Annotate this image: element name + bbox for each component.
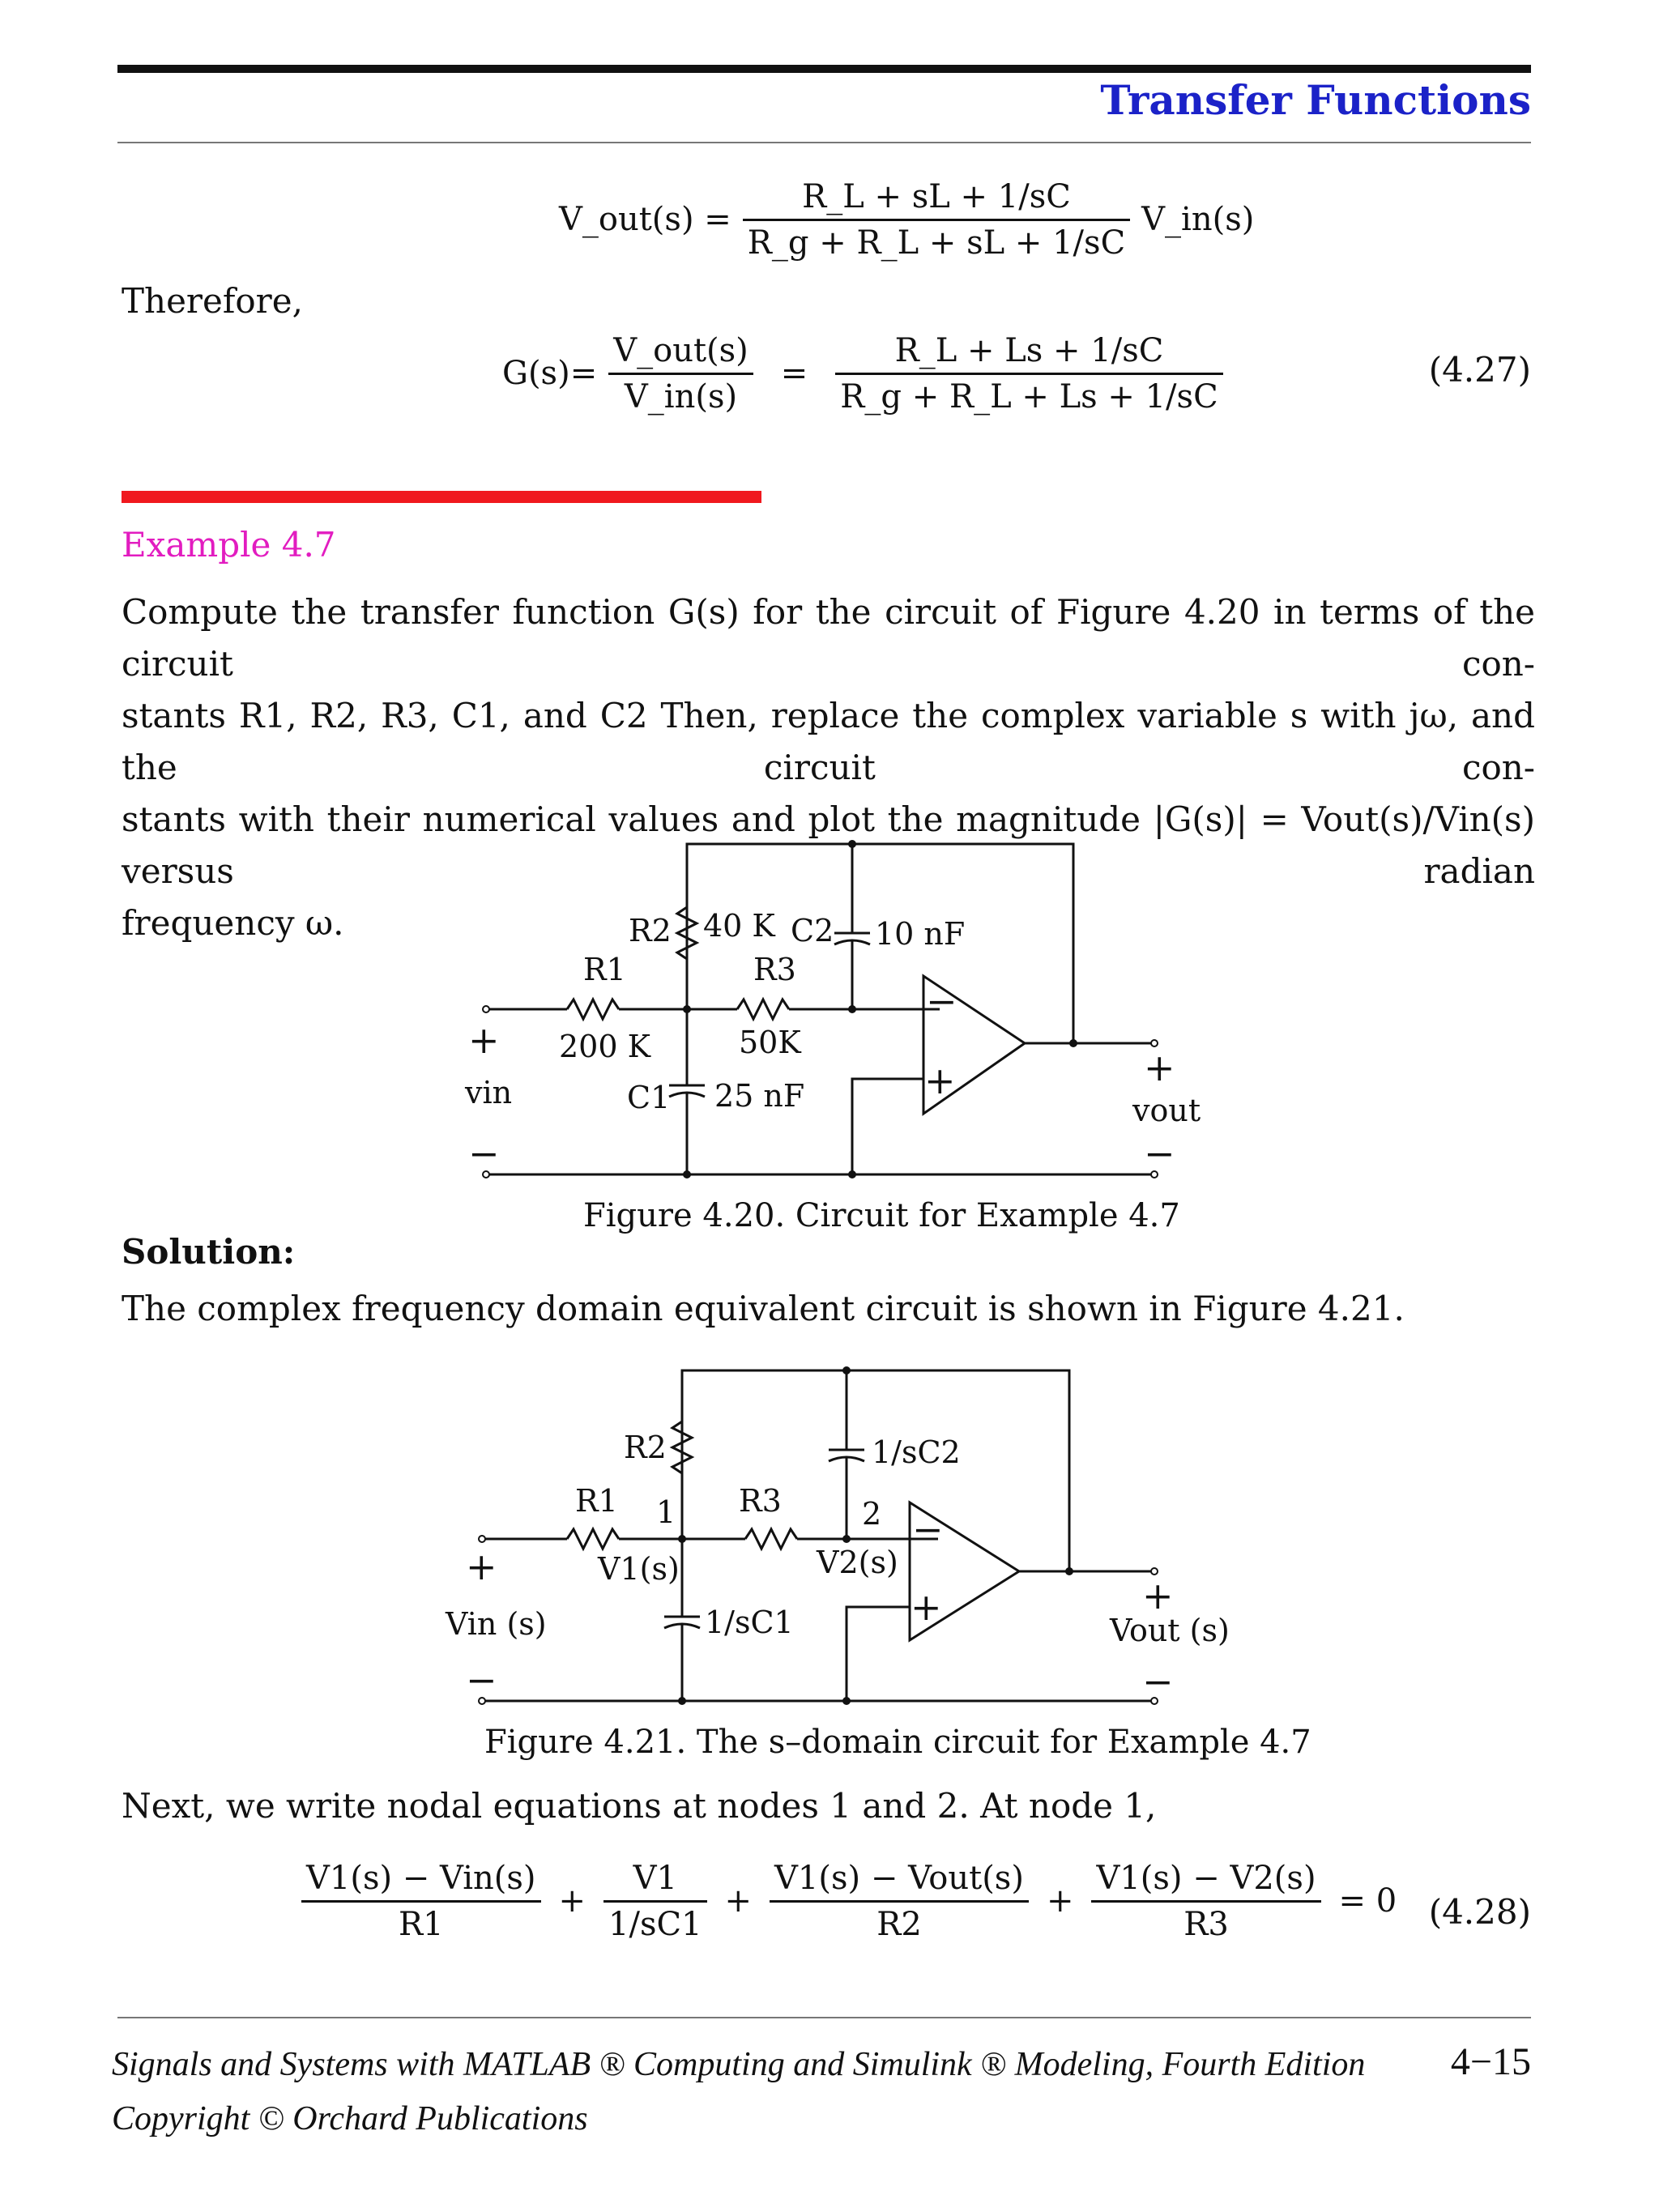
label-1-over-sc1: 1/sC1 (705, 1605, 794, 1640)
wire (852, 1079, 923, 1174)
label-v1: V1(s) (598, 1551, 680, 1587)
example-title: Example 4.7 (122, 525, 336, 565)
label-c1-value: 25 nF (714, 1078, 805, 1114)
nodal-intro-text: Next, we write nodal equations at nodes 1 and 2. At node 1, (122, 1786, 1157, 1826)
label-r3: R3 (739, 1483, 782, 1519)
plus-sign: + (558, 1882, 586, 1920)
opamp-minus: − (926, 979, 957, 1023)
wire (847, 1607, 910, 1701)
fraction-bar (743, 219, 1130, 221)
equation-number-4-28: (4.28) (1428, 1892, 1531, 1932)
label-vin-plus: + (466, 1545, 497, 1588)
label-v2: V2(s) (817, 1545, 898, 1580)
label-vout: Vout (s) (1110, 1613, 1230, 1648)
eq428-term-1 (301, 1860, 541, 1943)
eq-vout-denominator: R_g + R_L + sL + 1/sC (747, 224, 1126, 262)
label-vin: vin (465, 1075, 513, 1110)
eq-vout-lhs: V_out(s) = (559, 201, 731, 239)
terminal (479, 1536, 485, 1542)
label-r3-value: 50K (739, 1025, 801, 1060)
terminal (483, 1006, 489, 1012)
equation-4-27 (502, 332, 1223, 416)
label-r2: R2 (624, 1430, 667, 1465)
junction-dot (848, 1170, 856, 1178)
problem-line: stants R1, R2, R3, C1, and C2 Then, replace the complex variable s with jω, and the circuit con- (122, 696, 1535, 787)
junction-dot (1065, 1567, 1073, 1575)
label-vout-plus: + (1144, 1046, 1175, 1089)
label-vout: vout (1132, 1093, 1201, 1128)
opamp-plus: + (911, 1585, 942, 1629)
junction-dot (1069, 1039, 1077, 1047)
label-r1: R1 (575, 1483, 618, 1519)
eq428-term-3-num: V1(s) − Vout(s) (774, 1860, 1024, 1897)
page-number: 4−15 (1450, 2040, 1531, 2083)
label-r3: R3 (753, 952, 796, 987)
opamp-plus: + (924, 1059, 956, 1102)
eq427-ratio-num: V_out(s) (613, 332, 748, 369)
label-r1: R1 (583, 952, 626, 987)
junction-dot (683, 1170, 691, 1178)
eq427-fraction (835, 332, 1222, 416)
fraction-bar (835, 373, 1222, 375)
label-vin: Vin (s) (446, 1606, 547, 1642)
junction-dot (842, 1697, 851, 1705)
figure-4-20-circuit (454, 834, 1231, 1207)
label-node-2: 2 (862, 1496, 882, 1532)
eq427-numerator: R_L + Ls + 1/sC (894, 332, 1164, 369)
label-vout-minus: − (1142, 1660, 1174, 1703)
junction-dot (848, 840, 856, 848)
running-header-title: Transfer Functions (1100, 76, 1531, 124)
fraction-bar (608, 373, 753, 375)
problem-line: frequency ω. (122, 903, 344, 943)
opamp-minus: − (912, 1507, 944, 1551)
resistor-r3 (737, 999, 789, 1019)
eq428-term-3-den: R2 (876, 1905, 922, 1943)
equation-number-4-27: (4.27) (1428, 350, 1531, 390)
label-1-over-sc2: 1/sC2 (872, 1434, 961, 1470)
eq-vout-tail: V_in(s) (1141, 201, 1255, 239)
junction-dot (848, 1005, 856, 1013)
eq427-lhs: G(s)= (502, 355, 598, 393)
wire (682, 1370, 1069, 1571)
eq427-ratio-den: V_in(s) (624, 377, 738, 416)
footer-rule (117, 2017, 1531, 2018)
footer-book-title: Signals and Systems with MATLAB ® Computing and Simulink ® Modeling, Fourth Edition (112, 2046, 1366, 2083)
figure-4-21-caption: Figure 4.21. The s–domain circuit for Example 4.7 (484, 1724, 1311, 1761)
junction-dot (683, 1005, 691, 1013)
label-vin-plus: + (468, 1018, 500, 1062)
eq428-term-4-num: V1(s) − V2(s) (1096, 1860, 1316, 1897)
label-r2-value: 40 K (703, 908, 775, 944)
fraction-bar (770, 1900, 1029, 1903)
resistor-r3 (745, 1529, 797, 1549)
fraction-bar (1091, 1900, 1320, 1903)
footer-copyright: Copyright © Orchard Publications (112, 2100, 588, 2137)
label-vin-minus: − (468, 1132, 500, 1175)
eq427-ratio (608, 332, 753, 416)
eq428-term-2-den: 1/sC1 (608, 1905, 702, 1943)
label-c2-value: 10 nF (875, 916, 966, 952)
eq428-term-2-num: V1 (633, 1860, 677, 1897)
eq428-rhs: = 0 (1338, 1882, 1397, 1920)
solution-text: The complex frequency domain equivalent circuit is shown in Figure 4.21. (122, 1289, 1405, 1328)
eq428-term-3 (770, 1860, 1029, 1943)
eq428-term-1-num: V1(s) − Vin(s) (306, 1860, 536, 1897)
label-vout-plus: + (1142, 1574, 1174, 1617)
eq-vout-numerator: R_L + sL + 1/sC (802, 178, 1071, 215)
equation-vout (559, 178, 1254, 262)
equation-4-28 (301, 1860, 1397, 1943)
eq428-term-2 (603, 1860, 707, 1943)
label-r1-value: 200 K (559, 1029, 650, 1064)
label-vout-minus: − (1144, 1132, 1175, 1175)
junction-dot (678, 1535, 686, 1543)
header-rule-thin (117, 142, 1531, 143)
resistor-r1 (567, 999, 619, 1019)
junction-dot (842, 1535, 851, 1543)
header-rule-thick (117, 65, 1531, 73)
resistor-r1 (567, 1529, 619, 1549)
eq427-denominator: R_g + R_L + Ls + 1/sC (840, 377, 1218, 416)
figure-4-21-circuit (437, 1361, 1231, 1717)
eq428-term-4 (1091, 1860, 1320, 1943)
problem-line: stants with their numerical values and plot the magnitude |G(s)| = Vout(s)/Vin(s) versus radian (122, 799, 1535, 891)
eq-vout-fraction (743, 178, 1130, 262)
eq428-term-1-den: R1 (398, 1905, 444, 1943)
figure-4-20-caption: Figure 4.20. Circuit for Example 4.7 (583, 1197, 1180, 1234)
label-node-1: 1 (656, 1494, 676, 1530)
fraction-bar (301, 1900, 541, 1903)
example-divider-bar (122, 491, 761, 503)
label-vin-minus: − (466, 1658, 497, 1702)
equals-sign: = (780, 355, 808, 393)
therefore-text: Therefore, (122, 281, 303, 321)
label-r2: R2 (629, 913, 672, 948)
label-c2: C2 (791, 913, 834, 948)
solution-heading: Solution: (122, 1232, 296, 1272)
plus-sign: + (724, 1882, 753, 1920)
problem-line: Compute the transfer function G(s) for the circuit of Figure 4.20 in terms of the circuit con- (122, 592, 1535, 684)
junction-dot (842, 1366, 851, 1375)
label-c1: C1 (627, 1080, 671, 1115)
plus-sign: + (1046, 1882, 1074, 1920)
junction-dot (678, 1697, 686, 1705)
fraction-bar (603, 1900, 707, 1903)
eq428-term-4-den: R3 (1183, 1905, 1229, 1943)
